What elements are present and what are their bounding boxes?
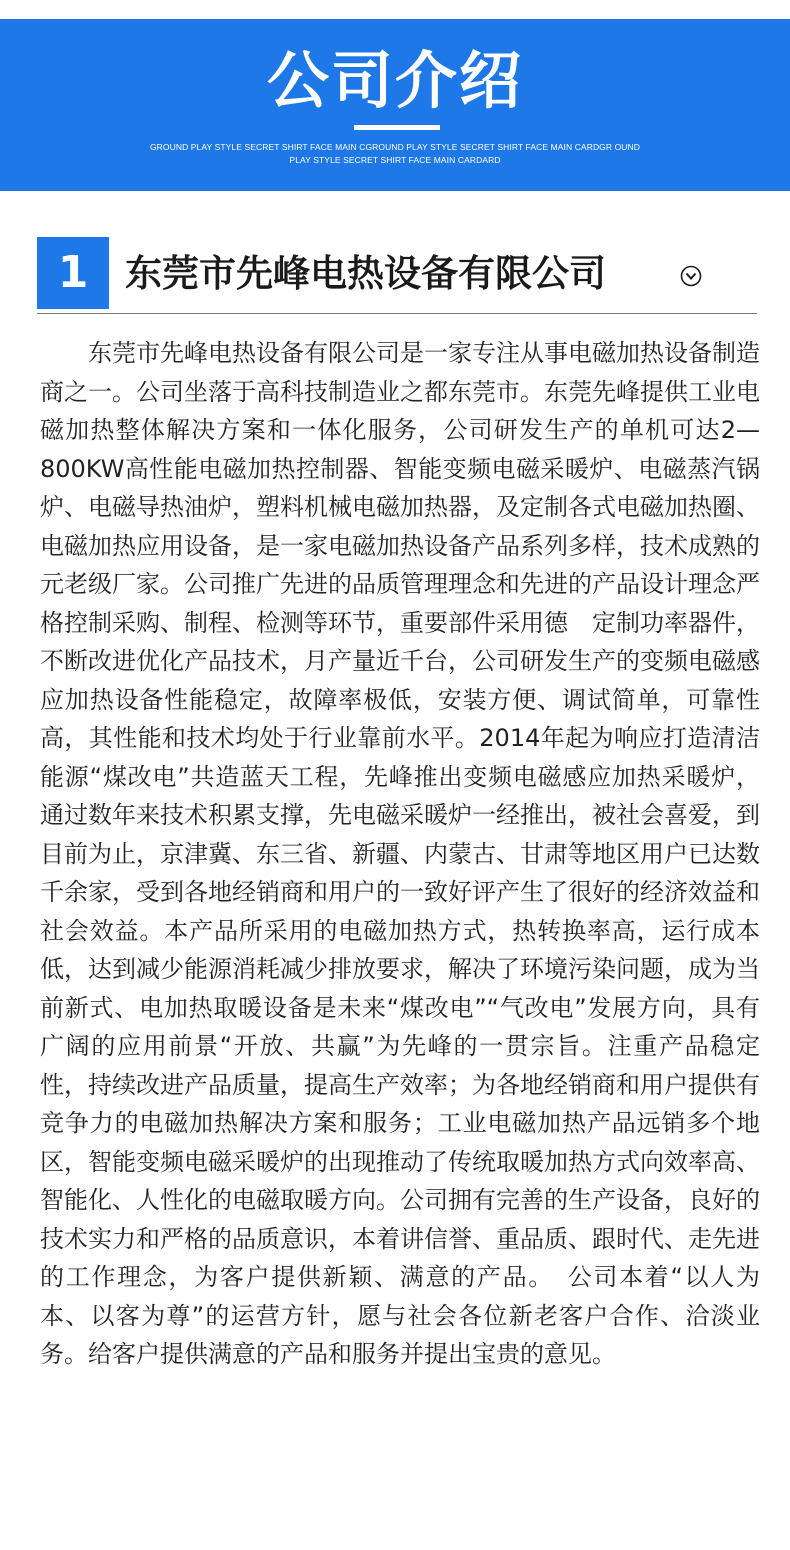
section-header [37,237,757,315]
header-banner [0,19,790,191]
section-divider [37,313,757,314]
banner-title: 公司介绍 [266,44,523,117]
company-description: 东莞市先峰电热设备有限公司是一家专注从事电磁加热设备制造商之一。公司坐落于高科技制造业之都东莞市。东莞先峰提供工业电磁加热整体解决方案和一体化服务，公司研发生产的单机可达2—800KW高性能电磁加热控制器、智能变频电磁采暖炉、电磁蒸汽锅炉、电磁导热油炉，塑料机械电磁加热器，及定制各式电磁加热圈、电磁加热应用设备，是一家电磁加热设备产品系列多样，技术成熟的元老级厂家。公司推广先进的品质管理理念和先进的产品设计理念严格控制采购、制程、检测等环节，重要部件采用德 定制功率器件，不断改进优化产品技术，月产量近千台，公司研发生产的变频电磁感应加热设备性能稳定，故障率极低，安装方便、调试简单，可靠性高，其性能和技术均处于行业靠前水平。2014年起为响应打造清洁能源“煤改电”共造蓝天工程，先峰推出变频电磁感应加热采暖炉，通过数年来技术积累支撑，先电磁采暖炉一经推出，被社会喜爱，到目前为止，京津冀、东三省、新疆、内蒙古、甘肃等地区用户已达数千余家，受到各地经销商和用户的一致好评产生了很好的经济效益和社会效益。本产品所采用的电磁加热方式，热转换率高，运行成本低，达到减少能源消耗减少排放要求，解决了环境污染问题，成为当前新式、电加热取暖设备是未来“煤改电”“气改电”发展方向，具有广阔的应用前景“开放、共赢”为先峰的一贯宗旨。注重产品稳定性，持续改进产品质量，提高生产效率；为各地经销商和用户提供有竞争力的电磁加热解决方案和服务；工业电磁加热产品远销多个地区，智能变频电磁采暖炉的出现推动了传统取暖加热方式向效率高、智能化、人性化的电磁取暖方向。公司拥有完善的生产设备，良好的技术实力和严格的品质意识，本着讲信誉、重品质、跟时代、走先进的工作理念，为客户提供新颖、满意的产品。 公司本着“以人为本、以客为尊”的运营方针，愿与社会各位新老客户合作、洽淡业务。给客户提供满意的产品和服务并提出宝贵的意见。 [40,339,760,1368]
section-number-badge: 1 [37,237,109,309]
banner-subtitle: GROUND PLAY STYLE SECRET SHIRT FACE MAIN CGROUND PLAY STYLE SECRET SHIRT FACE MAIN CARDGR OUND PLAY STYLE SECRET SHIRT FACE MAIN CARDARD [149,142,641,165]
company-name-heading: 东莞市先峰电热设备有限公司 [125,252,606,295]
banner-underline [354,125,440,130]
chevron-down-circle-icon [680,265,702,287]
